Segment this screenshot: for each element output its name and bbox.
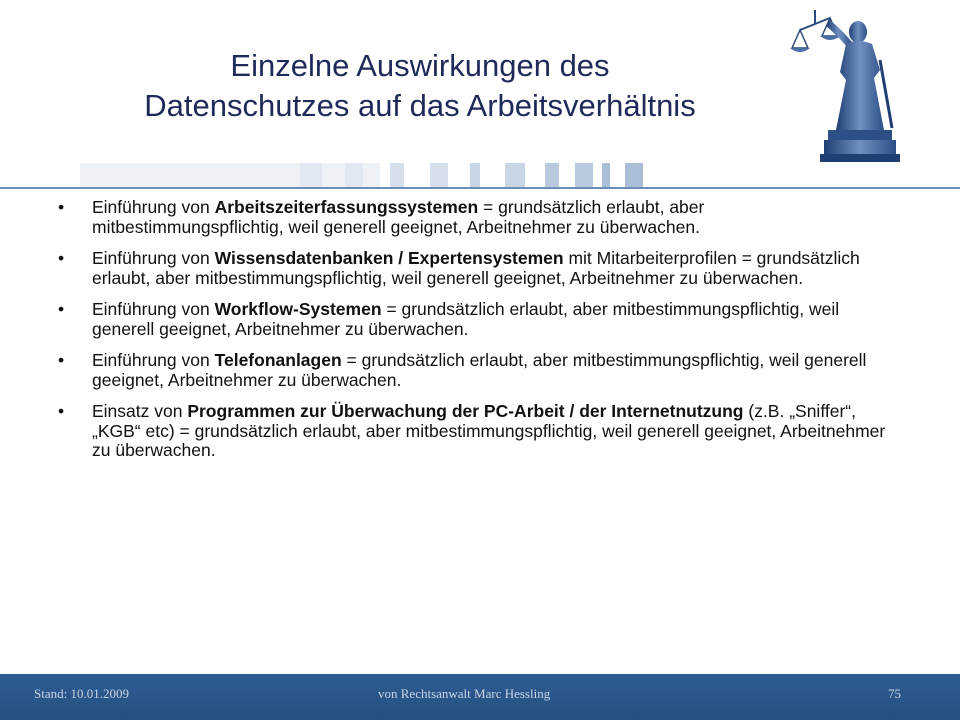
bullet-text-pre: Einsatz von <box>92 401 188 421</box>
bullet-item-1 <box>58 198 898 237</box>
bullet-marker: • <box>58 299 65 319</box>
bullet-text-bold: Wissensdatenbanken / Expertensystemen <box>214 248 564 268</box>
bullet-list <box>58 198 898 473</box>
bullet-text-post: = grundsätzlich erlaubt, aber mitbestimmungspflichtig, weil generell geeignet, Arbeitnehmer zu überwachen. <box>92 350 867 390</box>
bullet-text-bold: Telefonanlagen <box>214 350 342 370</box>
bullet-marker: • <box>58 197 65 217</box>
footer-page-number: 75 <box>888 686 901 701</box>
divider-line <box>0 187 960 189</box>
bullet-text-post: = grundsätzlich erlaubt, aber mitbestimmungspflichtig, weil generell geeignet, Arbeitnehmer zu überwachen. <box>92 197 705 237</box>
bullet-text-bold: Workflow-Systemen <box>214 299 382 319</box>
bullet-text-pre: Einführung von <box>92 197 215 217</box>
bullet-item-5 <box>58 402 898 461</box>
bullet-text-bold: Arbeitszeiterfassungssystemen <box>214 197 479 217</box>
bullet-marker: • <box>58 350 65 370</box>
bullet-item-4 <box>58 351 898 390</box>
bullet-text-post: = grundsätzlich erlaubt, aber mitbestimmungspflichtig, weil generell geeignet, Arbeitnehmer zu überwachen. <box>92 299 840 339</box>
footer-date: Stand: 10.01.2009 <box>34 686 129 701</box>
bullet-text-pre: Einführung von <box>92 299 215 319</box>
bullet-text-pre: Einführung von <box>92 350 215 370</box>
decorative-stripes <box>0 163 960 187</box>
bullet-item-3 <box>58 300 898 339</box>
bullet-text-pre: Einführung von <box>92 248 215 268</box>
title-line-1: Einzelne Auswirkungen des <box>230 48 610 83</box>
title-line-2: Datenschutzes auf das Arbeitsverhältnis <box>144 88 696 123</box>
bullet-text-post: (z.B. „Sniffer“, „KGB“ etc) = grundsätzlich erlaubt, aber mitbestimmungspflichtig, weil generell geeignet, Arbeitnehmer zu überwachen. <box>92 401 886 460</box>
footer-bar <box>0 674 960 720</box>
slide-title <box>40 46 800 126</box>
justitia-statue-icon <box>780 0 910 165</box>
bullet-marker: • <box>58 248 65 268</box>
footer-author: von Rechtsanwalt Marc Hessling <box>378 686 551 701</box>
bullet-text-bold: Programmen zur Überwachung der PC-Arbeit / der Internetnutzung <box>187 401 744 421</box>
bullet-text-post: mit Mitarbeiterprofilen = grundsätzlich erlaubt, aber mitbestimmungspflichtig, weil generell geeignet, Arbeitnehmer zu überwachen. <box>92 248 860 288</box>
bullet-item-2 <box>58 249 898 288</box>
bullet-marker: • <box>58 401 65 421</box>
